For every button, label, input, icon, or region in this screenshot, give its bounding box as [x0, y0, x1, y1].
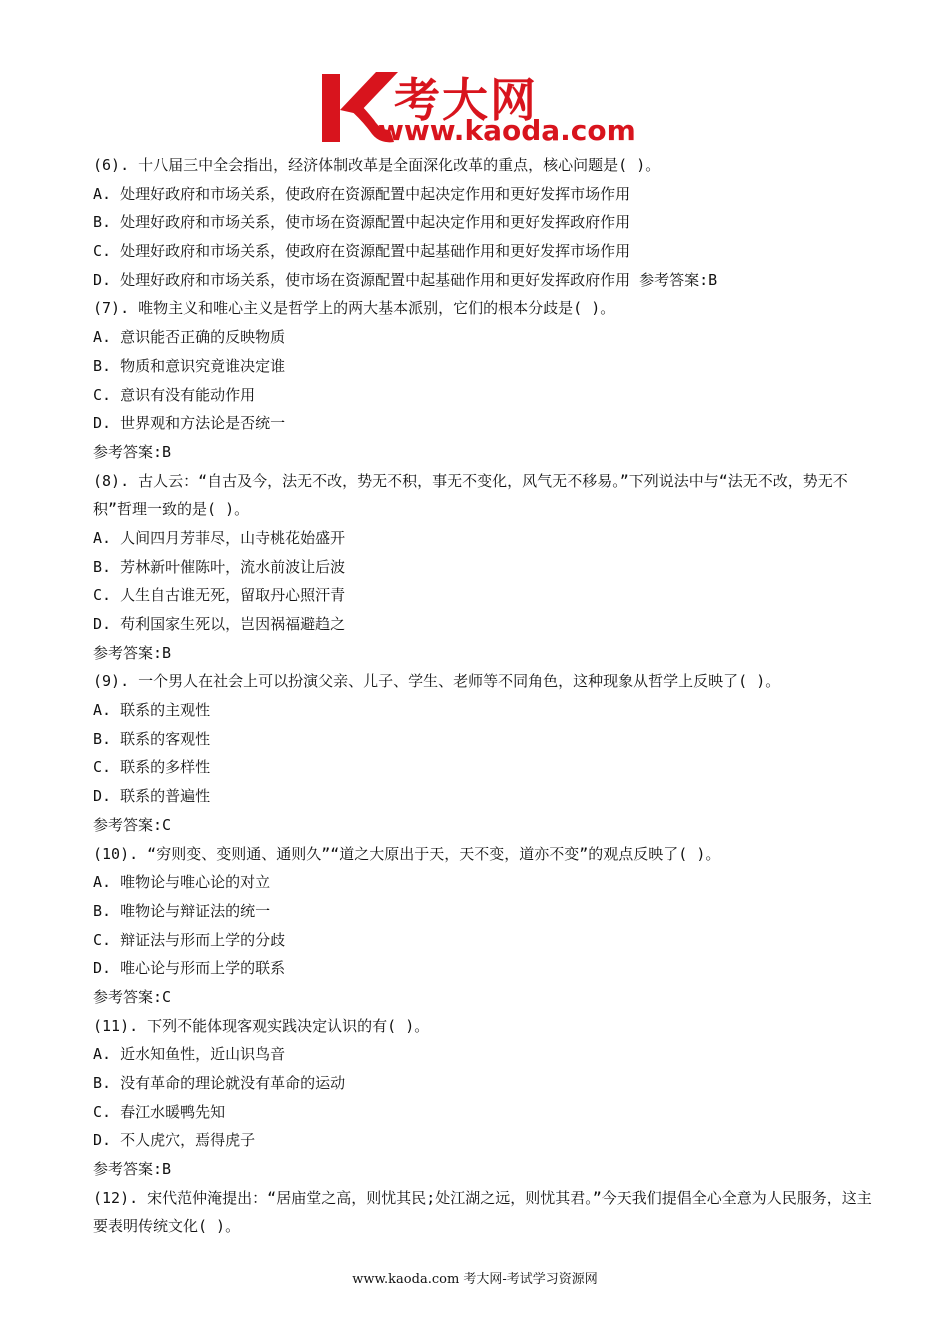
option-d: D. 苟利国家生死以，岂因祸福避趋之: [93, 615, 346, 634]
option-b: B. 处理好政府和市场关系，使市场在资源配置中起决定作用和更好发挥政府作用: [93, 213, 631, 232]
option-d: D. 处理好政府和市场关系，使市场在资源配置中起基础作用和更好发挥政府作用 参考答案:B: [93, 270, 718, 289]
question-8: [93, 467, 873, 668]
option-a: A. 人间四月芳菲尽，山寺桃花始盛开: [93, 528, 346, 547]
kaoda-logo[interactable]: [318, 68, 643, 148]
option-d: D. 唯心论与形而上学的联系: [93, 959, 286, 978]
question-stem: (12). 宋代范仲淹提出：“居庙堂之高，则忧其民;处江湖之远，则忧其君。”今天我们提倡全心全意为人民服务，这主要表明传统文化( )。: [93, 1188, 872, 1236]
option-c: C. 处理好政府和市场关系，使政府在资源配置中起基础作用和更好发挥市场作用: [93, 242, 631, 261]
option-b: B. 没有革命的理论就没有革命的运动: [93, 1074, 346, 1093]
reference-answer: 参考答案:C: [93, 815, 172, 834]
question-stem: (8). 古人云：“自古及今，法无不改，势无不积，事无不变化，风气无不移易。”下列说法中与“法无不改，势无不积”哲理一致的是( )。: [93, 471, 848, 519]
question-9: [93, 667, 873, 839]
option-b: B. 物质和意识究竟谁决定谁: [93, 356, 286, 375]
option-c: C. 人生自古谁无死，留取丹心照汗青: [93, 586, 346, 605]
question-stem: (9). 一个男人在社会上可以扮演父亲、儿子、学生、老师等不同角色，这种现象从哲学上反映了( )。: [93, 672, 781, 691]
option-c: C. 春江水暖鸭先知: [93, 1102, 226, 1121]
question-11: [93, 1012, 873, 1184]
option-c: C. 辩证法与形而上学的分歧: [93, 930, 286, 949]
option-c: C. 联系的多样性: [93, 758, 211, 777]
logo-title: 考大网: [394, 73, 538, 127]
option-b: B. 芳林新叶催陈叶，流水前波让后波: [93, 557, 346, 576]
option-a: A. 处理好政府和市场关系，使政府在资源配置中起决定作用和更好发挥市场作用: [93, 184, 631, 203]
reference-answer: 参考答案:B: [93, 643, 172, 662]
option-a: A. 意识能否正确的反映物质: [93, 328, 286, 347]
question-list: [93, 151, 873, 1241]
question-6: [93, 151, 873, 294]
logo-url: www.kaoda.com: [378, 114, 636, 147]
question-stem: (10). “穷则变、变则通、通则久”“道之大原出于天，天不变，道亦不变”的观点反映了( )。: [93, 844, 721, 863]
option-a: A. 近水知鱼性，近山识鸟音: [93, 1045, 286, 1064]
question-10: [93, 840, 873, 1012]
reference-answer: 参考答案:B: [93, 1160, 172, 1179]
option-b: B. 联系的客观性: [93, 729, 211, 748]
reference-answer: 参考答案:C: [93, 987, 172, 1006]
question-stem: (11). 下列不能体现客观实践决定认识的有( )。: [93, 1016, 430, 1035]
option-d: D. 不人虎穴，焉得虎子: [93, 1131, 256, 1150]
question-7: [93, 294, 873, 466]
option-d: D. 世界观和方法论是否统一: [93, 414, 286, 433]
option-b: B. 唯物论与辩证法的统一: [93, 901, 271, 920]
option-d: D. 联系的普遍性: [93, 787, 211, 806]
option-a: A. 联系的主观性: [93, 701, 211, 720]
option-c: C. 意识有没有能动作用: [93, 385, 256, 404]
question-12: [93, 1184, 873, 1241]
page-footer: www.kaoda.com 考大网-考试学习资源网: [352, 1272, 598, 1287]
option-a: A. 唯物论与唯心论的对立: [93, 873, 271, 892]
question-stem: (7). 唯物主义和唯心主义是哲学上的两大基本派别，它们的根本分歧是( )。: [93, 299, 616, 318]
question-stem: (6). 十八届三中全会指出，经济体制改革是全面深化改革的重点，核心问题是( )。: [93, 156, 661, 174]
reference-answer: 参考答案:B: [93, 442, 172, 461]
